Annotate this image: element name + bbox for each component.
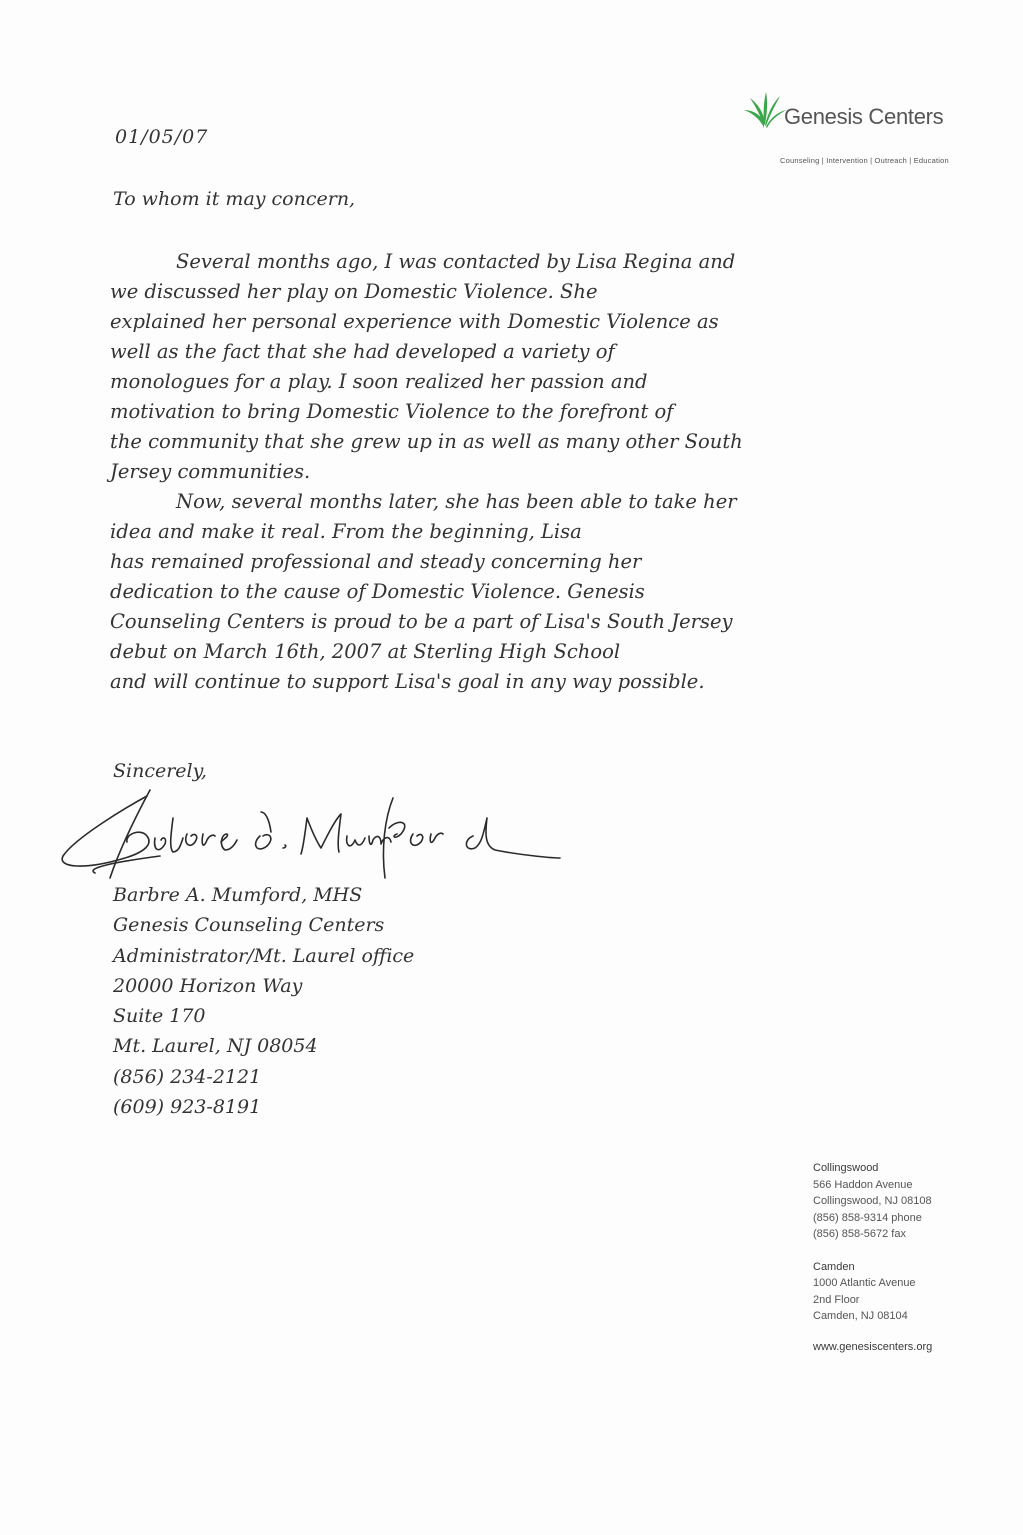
- closing: Sincerely,: [113, 760, 207, 782]
- signer-title: Administrator/Mt. Laurel office: [113, 944, 415, 967]
- office-address-line: 1000 Atlantic Avenue: [813, 1277, 916, 1289]
- letterhead-tagline: Counseling | Intervention | Outreach | Education: [780, 156, 949, 165]
- body-line: Counseling Centers is proud to be a part of Lisa's South Jersey: [110, 610, 733, 633]
- signer-street: 20000 Horizon Way: [113, 974, 303, 997]
- body-line: has remained professional and steady concerning her: [110, 550, 642, 573]
- body-line: we discussed her play on Domestic Violence. She: [110, 280, 598, 303]
- signer-organization: Genesis Counseling Centers: [113, 914, 385, 937]
- letter-body: [110, 247, 930, 697]
- body-line: idea and make it real. From the beginning, Lisa: [110, 520, 582, 543]
- body-line: monologues for a play. I soon realized her passion and: [110, 370, 648, 393]
- letterhead-logo: [742, 88, 972, 138]
- office-name-collingswood: Collingswood: [813, 1162, 879, 1174]
- office-address-line: 2nd Floor: [813, 1293, 860, 1306]
- office-name-camden: Camden: [813, 1260, 855, 1273]
- signer-name: Barbre A. Mumford, MHS: [113, 884, 363, 906]
- signer-suite: Suite 170: [113, 1005, 206, 1028]
- office-fax: (856) 858-5672 fax: [813, 1228, 906, 1240]
- body-line: debut on March 16th, 2007 at Sterling High School: [110, 640, 621, 663]
- signer-phone: (609) 923-8191: [113, 1096, 262, 1119]
- office-address-line: Camden, NJ 08104: [813, 1310, 908, 1322]
- footer-addresses: [813, 1160, 932, 1355]
- office-address-line: Collingswood, NJ 08108: [813, 1195, 932, 1207]
- body-line: explained her personal experience with Domestic Violence as: [110, 310, 719, 333]
- letter-date: 01/05/07: [115, 126, 209, 148]
- office-address-line: 566 Haddon Avenue: [813, 1178, 913, 1191]
- body-line: the community that she grew up in as well as many other South: [110, 430, 743, 453]
- signer-city: Mt. Laurel, NJ 08054: [113, 1035, 318, 1058]
- body-line: dedication to the cause of Domestic Violence. Genesis: [110, 580, 645, 603]
- body-line: Jersey communities.: [110, 460, 311, 483]
- body-line: well as the fact that she had developed a variety of: [110, 340, 615, 363]
- website-link[interactable]: www.genesiscenters.org: [813, 1340, 933, 1353]
- signer-phone: (856) 234-2121: [113, 1065, 262, 1088]
- body-line: Now, several months later, she has been able to take her: [176, 490, 737, 513]
- footer-spacer: [813, 1243, 932, 1259]
- signer-block: [113, 880, 414, 1122]
- body-line: motivation to bring Domestic Violence to the forefront of: [110, 400, 674, 423]
- office-phone: (856) 858-9314 phone: [813, 1211, 922, 1224]
- salutation: To whom it may concern,: [113, 188, 356, 210]
- org-name: Genesis Centers: [784, 104, 944, 129]
- genesis-leaf-icon: [742, 88, 786, 132]
- body-line: Several months ago, I was contacted by Lisa Regina and: [176, 250, 736, 273]
- body-line: and will continue to support Lisa's goal in any way possible.: [110, 670, 705, 693]
